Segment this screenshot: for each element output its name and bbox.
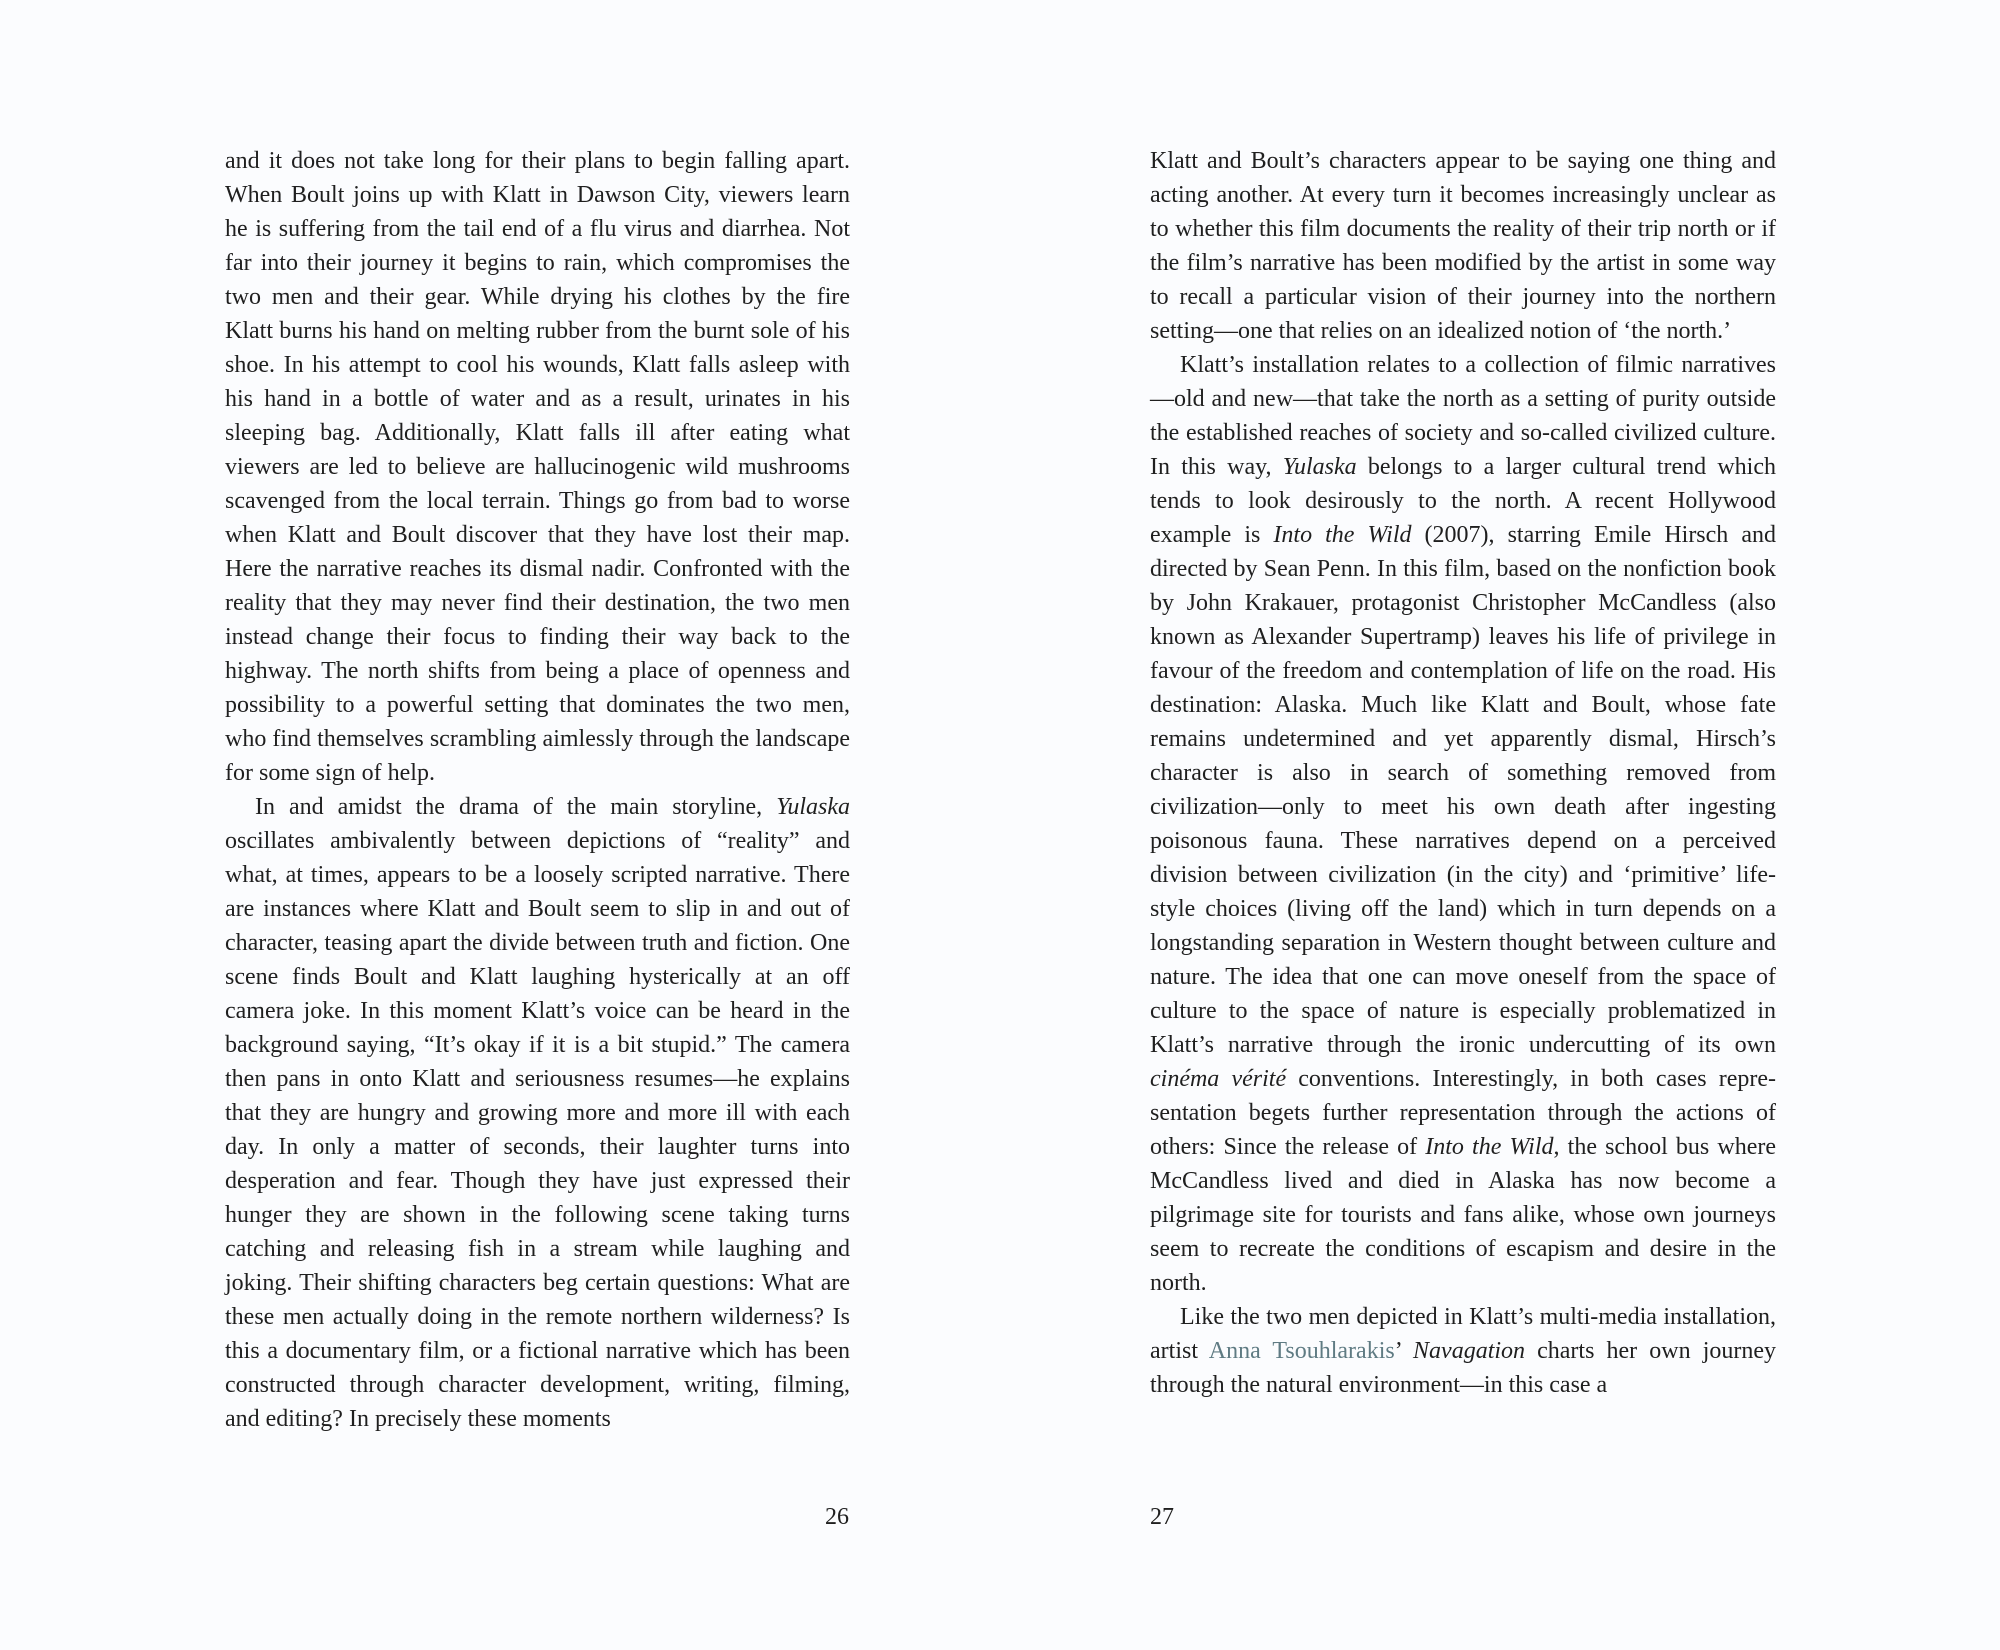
text-run: Like the two men depicted in Klatt’s multi-media installation, artist — [1150, 1304, 1776, 1364]
page-number-right: 27 — [1150, 1504, 1174, 1530]
text-run: ’ — [1394, 1338, 1414, 1364]
text-run: , the school bus where McCandless lived and died in Alaska has now become a pilgrimage site for tourists and fans alike, whose own journeys seem to recreate the conditions of escapism and desire in the north. — [1150, 1134, 1777, 1296]
text-run: (2007), starring Emile Hirsch and directed by Sean Penn. In this film, based on the nonfiction book by John Krakauer, protagonist Christopher McCandless (also known as Alexander Supertramp) leaves his life of privilege in favour of the freedom and contemplation of life on the road. His destination: Alaska. Much like Klatt and Boult, whose fate remains undetermined and yet apparently dismal, Hirsch’s character is also in search of something removed from civilization—only to meet his own death after ingesting poisonous fauna. These narratives depend on a perceived division between civilization (in the city) and ‘primitive’ lifestyle choices (living off the land) which in turn depends on a longstanding separation in Western thought between culture and nature. The idea that one can move oneself from the space of culture to the space of nature is especially problematized in Klatt’s narrative through the ironic undercutting of its own — [1150, 522, 1777, 1058]
text-run: charts her own journey through the natural environment—in this case a — [1150, 1338, 1776, 1398]
right-paragraph-1: Klatt and Boult’s characters appear to be saying one thing and acting another. At every turn it becomes increasingly unclear as to whether this film documents the reality of their trip north or if the film’s narrative has been modified by the artist in some way to recall a particular vision of their journey into the northern setting—one that relies on an idealized notion of ‘the north.’ — [1150, 148, 1776, 344]
title-into-the-wild: Into the Wild — [1273, 522, 1412, 548]
left-text-block — [225, 144, 850, 1436]
left-paragraph-2 — [225, 790, 850, 1436]
page-number-left: 26 — [825, 1504, 849, 1530]
left-paragraph-2-lead: In and amidst the drama of the main storyline, Yulaska oscillates ambivalently between depictions of “reality” and what, at times, appears to be a loosely scripted narrative. There are instances where Klatt and Boult seem to slip in and out of character, teasing apart the divide between truth and fiction. One scene finds Boult and Klatt laughing hysterically at an off camera joke. In this moment Klatt’s voice can be heard in the background saying, “It’s okay if it is a bit stupid.” The camera then pans in onto Klatt and seriousness resumes—he explains that they are hungry and growing more and more ill with each day. In only a matter of seconds, their laughter turns into desperation and fear. Though they have just expressed their hunger they are shown in the following scene taking turns catching and releasing fish in a stream while laughing and joking. Their shifting characters beg certain questions: What are these men actually doing in the remote northern wilderness? Is this a documentary film, or a fictional narrative which has been constructed through character development, writing, filming, and editing? In precisely these moments — [225, 794, 850, 1432]
term-cinema-verite: cinéma vérité — [1150, 1066, 1287, 1092]
right-text-block — [1150, 144, 1776, 1402]
text-run: conventions. Interestingly, in both cases representation begets further representation through the actions of others: Since the release of — [1150, 1066, 1777, 1160]
title-into-the-wild: Into the Wild — [1425, 1134, 1554, 1160]
artist-name-link[interactable]: Anna Tsouhlarakis — [1208, 1338, 1395, 1364]
title-yulaska: Yulaska — [1282, 454, 1357, 480]
right-paragraph-3 — [1150, 1300, 1776, 1402]
text-run: belongs to a larger cultural trend which tends to look desirously to the north. A recent Hollywood example is — [1150, 454, 1776, 548]
text-run: Klatt’s installation relates to a collection of filmic narratives—old and new—that take the north as a setting of purity outside the established reaches of society and so-called civilized culture. In this way, — [1150, 352, 1776, 480]
right-paragraph-2 — [1150, 348, 1776, 1300]
title-navagation: Navagation — [1413, 1338, 1526, 1364]
right-page — [1000, 0, 2000, 1650]
left-paragraph-1: and it does not take long for their plans to begin falling apart. When Boult joins up with Klatt in Dawson City, viewers learn he is suffering from the tail end of a flu virus and diarrhea. Not far into their journey it begins to rain, which compromises the two men and their gear. While drying his clothes by the fire Klatt burns his hand on melting rubber from the burnt sole of his shoe. In his attempt to cool his wounds, Klatt falls asleep with his hand in a bottle of water and as a result, urinates in his sleeping bag. Additionally, Klatt falls ill after eating what viewers are led to believe are hallucinogenic wild mushrooms scavenged from the local terrain. Things go from bad to worse when Klatt and Boult discover that they have lost their map. Here the narrative reaches its dismal nadir. Confronted with the reality that they may never find their destination, the two men instead change their focus to finding their way back to the highway. The north shifts from being a place of openness and possibility to a powerful setting that dominates the two men, who find themselves scrambling aimlessly through the landscape for some sign of help. — [225, 148, 850, 786]
title-yulaska: Yulaska — [776, 794, 850, 820]
